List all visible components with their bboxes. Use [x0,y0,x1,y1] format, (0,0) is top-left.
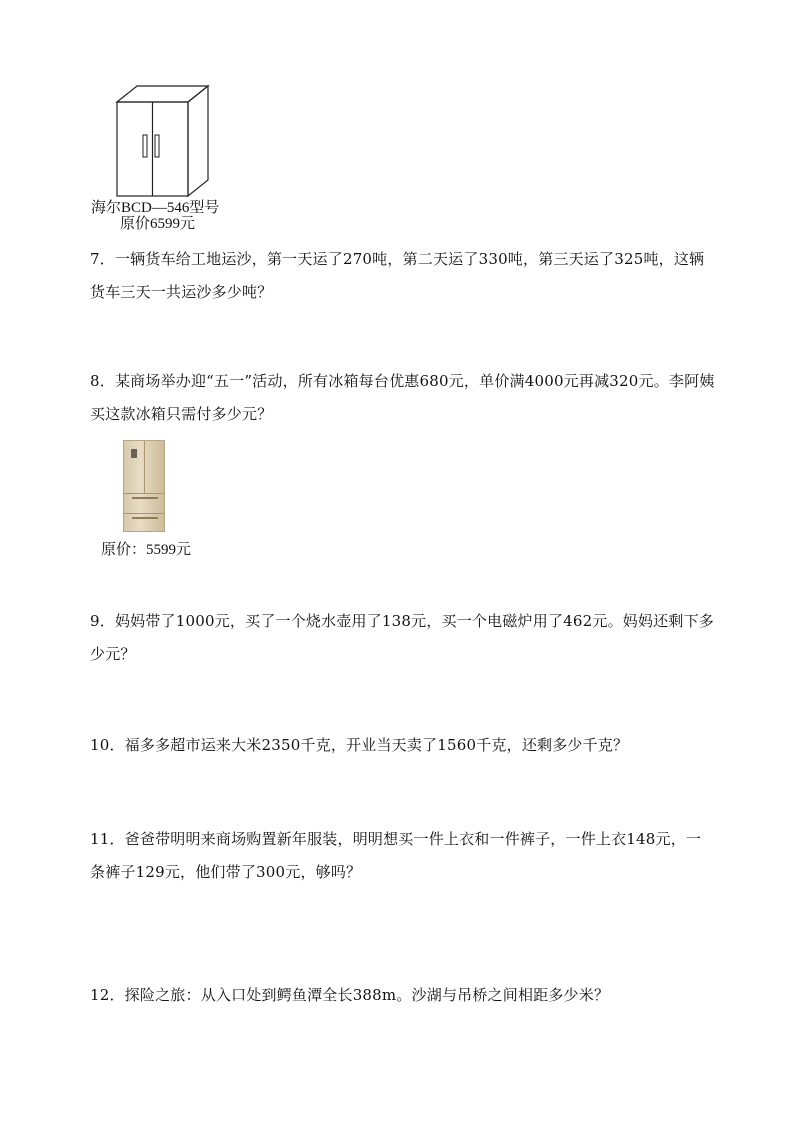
question-8: 8．某商场举办迎“五一”活动，所有冰箱每台优惠680元，单价满4000元再减320元。李阿姨买这款冰箱只需付多少元？ [90,372,715,423]
fridge-line-drawing [110,82,214,200]
refrigerator-image [123,440,165,532]
question-10: 10．福多多超市运来大米2350千克，开业当天卖了1560千克，还剩多少千克？ [90,736,629,754]
figure1-caption-price: 原价6599元 [120,216,196,232]
question-7: 7．一辆货车给工地运沙，第一天运了270吨，第二天运了330吨，第三天运了325吨，这辆货车三天一共运沙多少吨？ [90,250,705,301]
figure2-caption-price: 原价：5599元 [101,542,192,558]
figure1-caption-model: 海尔BCD—546型号 [91,200,220,216]
question-11: 11．爸爸带明明来商场购置新年服装，明明想买一件上衣和一件裤子，一件上衣148元，一条裤子129元，他们带了300元，够吗？ [90,830,702,881]
question-12: 12．探险之旅：从入口处到鳄鱼潭全长388m。沙湖与吊桥之间相距多少米？ [90,986,610,1004]
question-9: 9．妈妈带了1000元，买了一个烧水壶用了138元，买一个电磁炉用了462元。妈妈还剩下多少元？ [90,612,714,663]
